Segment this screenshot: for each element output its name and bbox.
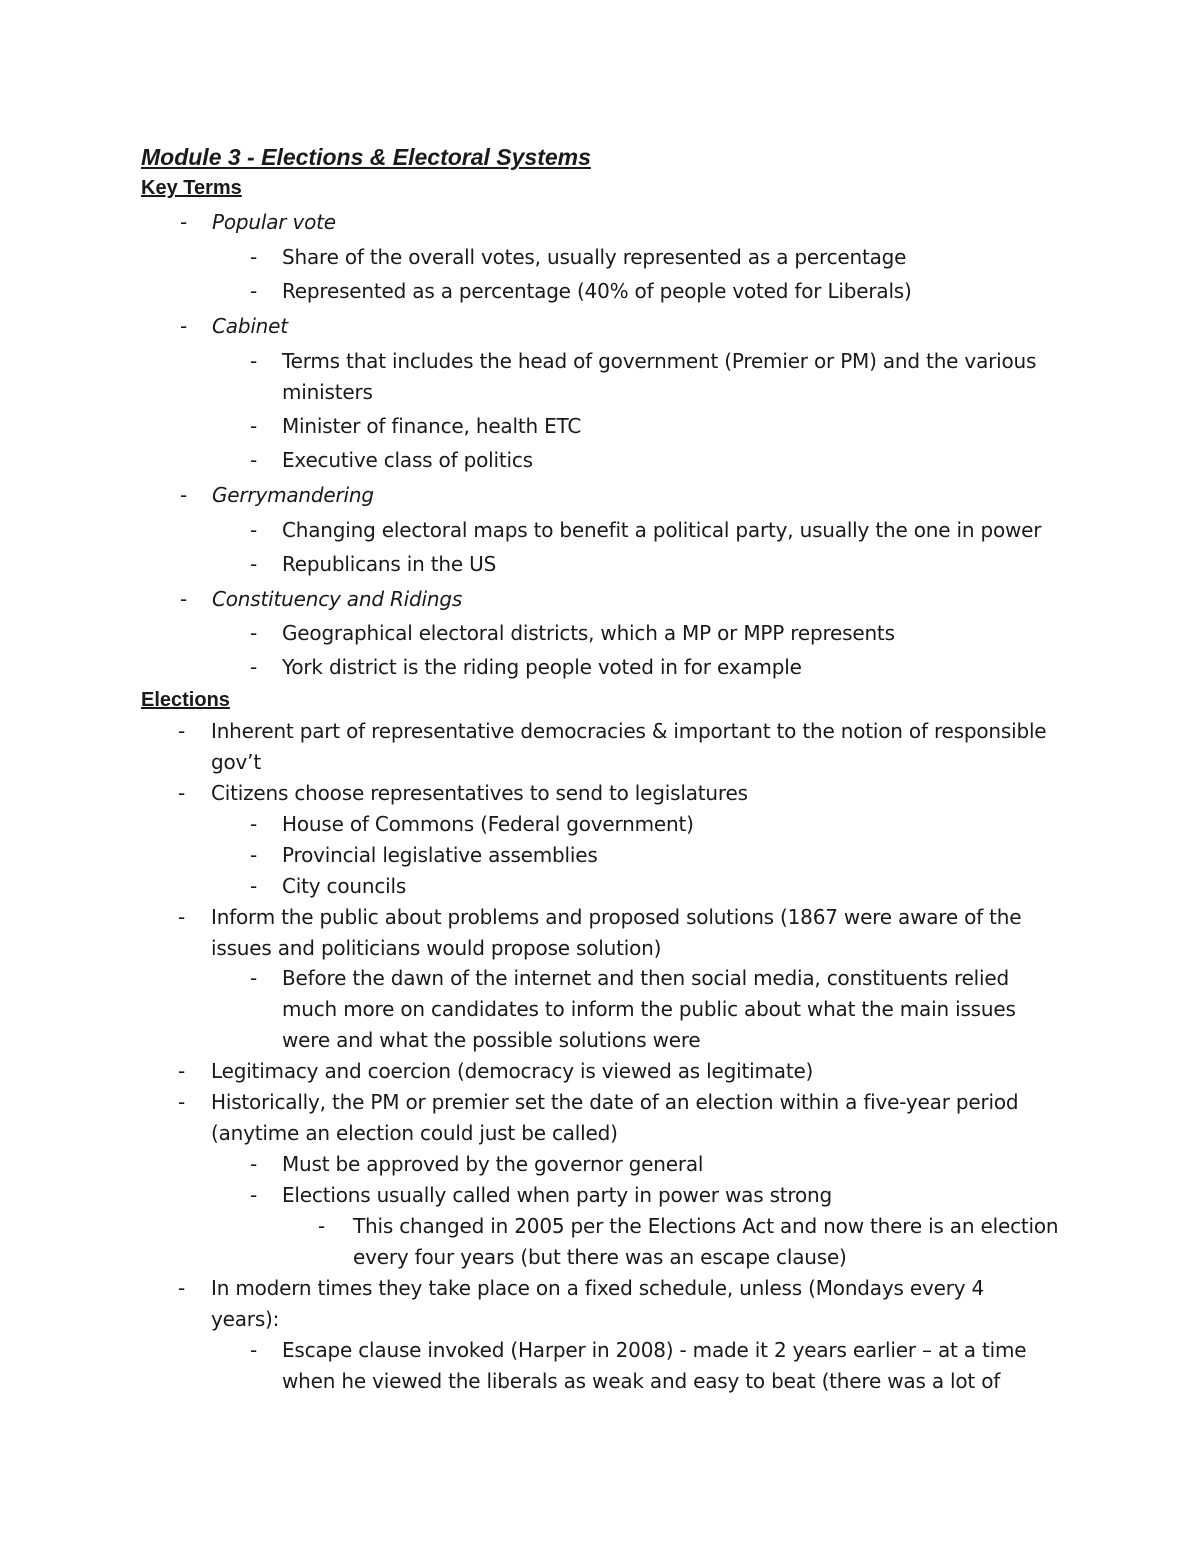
bullet-dash: - xyxy=(180,314,188,338)
bullet-dash: - xyxy=(180,483,188,507)
bullet-dash: - xyxy=(178,905,186,929)
bullet-dash: - xyxy=(250,1338,258,1362)
list-item: Elections usually called when party in power was strong xyxy=(282,1183,833,1207)
bullet-dash: - xyxy=(250,966,258,990)
term-gerrymandering: Gerrymandering xyxy=(212,483,374,507)
list-item: Terms that includes the head of government (Premier or PM) and the various ministers xyxy=(282,349,1037,404)
bullet-dash: - xyxy=(250,655,258,679)
list-item: Minister of finance, health ETC xyxy=(282,414,582,438)
bullet-dash: - xyxy=(250,245,258,269)
list-item: City councils xyxy=(282,874,407,898)
list-item: Before the dawn of the internet and then social media, constituents relied much more on candidates to inform the public about what the main issues were and what the possible solutions were xyxy=(282,966,1016,1052)
bullet-dash: - xyxy=(250,843,258,867)
list-item: Escape clause invoked (Harper in 2008) - made it 2 years earlier – at a time when he viewed the liberals as weak and easy to beat (there was a lot of xyxy=(282,1338,1027,1393)
list-item: This changed in 2005 per the Elections Act and now there is an election every four years (but there was an escape clause) xyxy=(353,1214,1059,1269)
list-item: Executive class of politics xyxy=(282,448,533,472)
bullet-dash: - xyxy=(250,279,258,303)
list-item: Changing electoral maps to benefit a political party, usually the one in power xyxy=(282,518,1042,542)
bullet-dash: - xyxy=(318,1214,326,1238)
list-item: Represented as a percentage (40% of people voted for Liberals) xyxy=(282,279,912,303)
list-item: Must be approved by the governor general xyxy=(282,1152,704,1176)
list-item: In modern times they take place on a fixed schedule, unless (Mondays every 4 years): xyxy=(211,1276,985,1331)
bullet-dash: - xyxy=(250,812,258,836)
bullet-dash: - xyxy=(250,874,258,898)
bullet-dash: - xyxy=(250,552,258,576)
term-cabinet: Cabinet xyxy=(212,314,288,338)
bullet-dash: - xyxy=(178,1090,186,1114)
term-constituency: Constituency and Ridings xyxy=(212,587,463,611)
bullet-dash: - xyxy=(180,587,188,611)
bullet-dash: - xyxy=(250,448,258,472)
bullet-dash: - xyxy=(178,1276,186,1300)
list-item: Republicans in the US xyxy=(282,552,497,576)
list-item: Legitimacy and coercion (democracy is viewed as legitimate) xyxy=(211,1059,814,1083)
bullet-dash: - xyxy=(178,1059,186,1083)
elections-heading: Elections xyxy=(141,689,230,711)
bullet-dash: - xyxy=(250,518,258,542)
list-item: Geographical electoral districts, which a MP or MPP represents xyxy=(282,621,895,645)
term-popular-vote: Popular vote xyxy=(212,210,336,234)
list-item: Citizens choose representatives to send to legislatures xyxy=(211,781,748,805)
list-item: Share of the overall votes, usually represented as a percentage xyxy=(282,245,907,269)
bullet-dash: - xyxy=(178,781,186,805)
list-item: House of Commons (Federal government) xyxy=(282,812,694,836)
bullet-dash: - xyxy=(250,621,258,645)
key-terms-heading: Key Terms xyxy=(141,177,242,199)
bullet-dash: - xyxy=(250,1183,258,1207)
list-item: Provincial legislative assemblies xyxy=(282,843,598,867)
bullet-dash: - xyxy=(178,719,186,743)
bullet-dash: - xyxy=(250,349,258,373)
bullet-dash: - xyxy=(250,1152,258,1176)
bullet-dash: - xyxy=(180,210,188,234)
page-title: Module 3 - Elections & Electoral Systems xyxy=(141,144,591,170)
list-item: Inform the public about problems and proposed solutions (1867 were aware of the issues and politicians would propose solution) xyxy=(211,905,1022,960)
bullet-dash: - xyxy=(250,414,258,438)
list-item: Historically, the PM or premier set the date of an election within a five-year period (anytime an election could just be called) xyxy=(211,1090,1019,1145)
list-item: Inherent part of representative democracies & important to the notion of responsible gov’t xyxy=(211,719,1047,774)
list-item: York district is the riding people voted in for example xyxy=(282,655,802,679)
